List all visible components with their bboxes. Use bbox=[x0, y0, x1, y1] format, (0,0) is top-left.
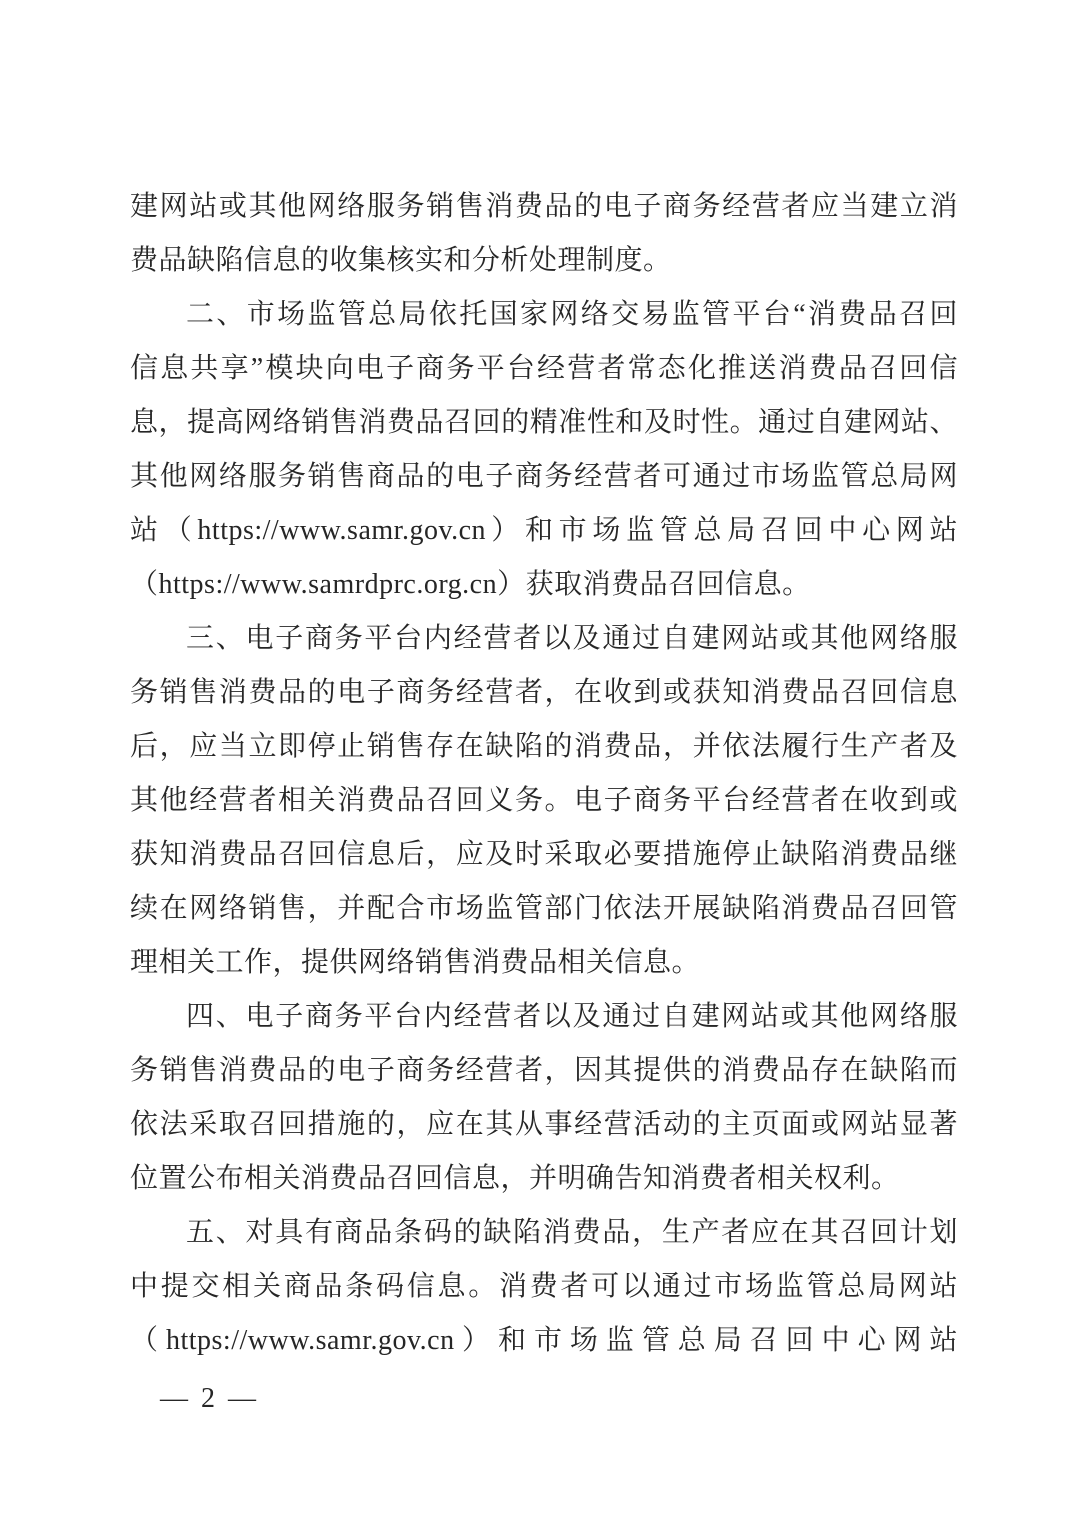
document-line: （https://www.samr.gov.cn）和市场监管总局召回中心网站 bbox=[130, 1325, 958, 1356]
document-line: 二、市场监管总局依托国家网络交易监管平台“消费品召回 bbox=[186, 299, 958, 330]
document-line: 建网站或其他网络服务销售消费品的电子商务经营者应当建立消 bbox=[130, 191, 958, 222]
document-line: 站（https://www.samr.gov.cn）和市场监管总局召回中心网站 bbox=[130, 515, 958, 546]
document-line: 位置公布相关消费品召回信息，并明确告知消费者相关权利。 bbox=[130, 1163, 900, 1194]
document-line: 四、电子商务平台内经营者以及通过自建网站或其他网络服 bbox=[186, 1001, 958, 1032]
document-line: 务销售消费品的电子商务经营者，在收到或获知消费品召回信息 bbox=[130, 677, 958, 708]
document-line: 后，应当立即停止销售存在缺陷的消费品，并依法履行生产者及 bbox=[130, 731, 958, 762]
document-line: 务销售消费品的电子商务经营者，因其提供的消费品存在缺陷而 bbox=[130, 1055, 958, 1086]
document-line: 三、电子商务平台内经营者以及通过自建网站或其他网络服 bbox=[186, 623, 958, 654]
document-line: 获知消费品召回信息后，应及时采取必要措施停止缺陷消费品继 bbox=[130, 839, 958, 870]
document-line: 中提交相关商品条码信息。消费者可以通过市场监管总局网站 bbox=[130, 1271, 958, 1302]
page-number: — 2 — bbox=[160, 1383, 259, 1414]
document-line: 续在网络销售，并配合市场监管部门依法开展缺陷消费品召回管 bbox=[130, 893, 958, 924]
document-line: 五、对具有商品条码的缺陷消费品，生产者应在其召回计划 bbox=[186, 1217, 958, 1248]
document-line: （https://www.samrdprc.org.cn）获取消费品召回信息。 bbox=[130, 569, 811, 600]
document-body bbox=[130, 180, 958, 1368]
document-line: 其他网络服务销售商品的电子商务经营者可通过市场监管总局网 bbox=[130, 461, 958, 492]
document-line: 理相关工作，提供网络销售消费品相关信息。 bbox=[130, 947, 701, 978]
document-line: 其他经营者相关消费品召回义务。电子商务平台经营者在收到或 bbox=[130, 785, 958, 816]
document-line: 费品缺陷信息的收集核实和分析处理制度。 bbox=[130, 245, 672, 276]
document-line: 息，提高网络销售消费品召回的精准性和及时性。通过自建网站、 bbox=[130, 407, 958, 438]
document-line: 信息共享”模块向电子商务平台经营者常态化推送消费品召回信 bbox=[130, 353, 958, 384]
document-line: 依法采取召回措施的，应在其从事经营活动的主页面或网站显著 bbox=[130, 1109, 958, 1140]
